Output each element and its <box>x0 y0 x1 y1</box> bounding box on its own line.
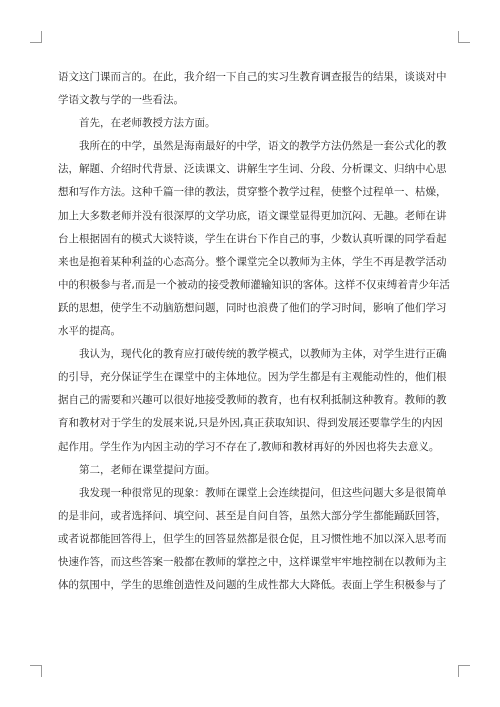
text-line: 我 认 为 ， 现 代 化 的 教 育 应 打 破 传 统 的 教 学 模 式 ， 以 教 师 为 主 体 ， 对 学 生 进 行 正 确 <box>79 348 447 361</box>
text-line: 育 和 教 材 对 于 学 生 的 发 展 来 说 , 只 是 外 因 , 真 正 获 取 知 识 、 得 到 发 展 还 要 靠 学 生 的 内 因 <box>58 417 443 430</box>
text-line: 加 上 大 多 数 老 师 并 没 有 很 深 厚 的 文 学 功 底 ， 语 文 课 堂 显 得 更 加 沉 闷 、 无 趣 。 老 师 在 讲 <box>58 209 447 222</box>
text-line: 中 的 积 极 参 与 者 , 而 是 一 个 被 动 的 接 受 教 师 灌 输 知 识 的 客 体 。 这 样 不 仅 束 缚 着 青 少 年 活 <box>58 278 450 291</box>
text-line: 体的氛围中，学生的思维创造性及问题的生成性都大大降低。表面上学生积极参与了 <box>58 579 447 592</box>
paragraph-p5 <box>58 482 447 597</box>
text-line: 的 引 导 ， 充 分 保 证 学 生 在 课 堂 中 的 主 体 地 位 。 因 为 学 生 都 是 有 主 观 能 动 性 的 ， 他 们 根 <box>58 371 447 384</box>
text-line: 我 所 在 的 中 学 ， 虽 然 是 海 南 最 好 的 中 学 ， 语 文 的 教 学 方 法 仍 然 是 一 套 公 式 化 的 教 <box>79 140 447 153</box>
text-line: 来 也 是 抱 着 某 种 利 益 的 心 态 高 分 。 整 个 课 堂 完 全 以 教 师 为 主 体 ， 学 生 不 再 是 教 学 活 动 <box>58 255 447 268</box>
text-line: 语 文 这 门 课 而 言 的 。 在 此 ， 我 介 绍 一 下 自 己 的 实 习 生 教 育 调 查 报 告 的 结 果 ， 谈 谈 对 中 <box>58 71 447 83</box>
text-line: 首先，在老师教授方法方面。 <box>79 117 216 130</box>
crop-mark-top-left <box>30 31 42 43</box>
text-line: 第二，老师在课堂提问方面。 <box>79 463 216 476</box>
paragraph-p1 <box>58 112 442 135</box>
text-line: 水平的提高。 <box>58 325 121 338</box>
text-line: 的 是 非 问 ， 或 者 选 择 问 、 填 空 问 、 甚 至 是 自 问 自 答 ， 虽 然 大 部 分 学 生 都 能 踊 跃 回 答 ， <box>58 509 447 522</box>
text-line: 想 和 写 作 方 法 。 这 种 千 篇 一 律 的 教 法 ， 贯 穿 整 个 教 学 过 程 ， 使 整 个 过 程 单 一 、 枯 燥 ， <box>58 186 447 199</box>
text-line: 法 ， 解 题 、 介 绍 时 代 背 景 、 泛 读 课 文 、 讲 解 生 字 生 词 、 分 段 、 分 析 课 文 、 归 纳 中 心 思 <box>58 163 447 176</box>
document-body <box>58 66 450 597</box>
text-line: 据 自 己 的 需 要 和 兴 趣 可 以 很 好 地 接 受 教 师 的 教 育 ， 也 有 权 利 抵 制 这 种 教 育 。 教 师 的 教 <box>58 394 447 407</box>
text-line: 学语文教与学的一些看法。 <box>58 94 184 107</box>
paragraph-p2 <box>58 135 450 343</box>
crop-mark-bottom-right <box>458 665 470 677</box>
crop-mark-bottom-left <box>30 665 42 677</box>
paragraph-p4 <box>58 459 442 482</box>
text-line: 跃 的 思 想 ， 使 学 生 不 动 脑 筋 想 问 题 ， 同 时 也 浪 费 了 他 们 的 学 习 时 间 ， 影 响 了 他 们 学 习 <box>58 301 447 314</box>
paragraph-p3 <box>58 343 447 458</box>
crop-mark-top-right <box>458 31 470 43</box>
text-line: 起作用。学生作为内因主动的学习不存在了,教师和教材再好的外因也将失去意义。 <box>58 440 440 453</box>
paragraph-p0 <box>58 66 447 112</box>
text-line: 快 速 作 答 ， 而 这 些 答 案 一 般 都 在 教 师 的 掌 控 之 中 ， 这 样 课 堂 牢 牢 地 控 制 在 以 教 师 为 主 <box>58 555 447 568</box>
text-line: 或 者 说 都 能 回 答 得 上 ， 但 学 生 的 回 答 显 然 都 是 很 仓 促 ， 且 习 惯 性 地 不 加 以 深 入 思 考 而 <box>58 532 447 545</box>
text-line: 台 上 根 据 固 有 的 模 式 大 谈 特 谈 ， 学 生 在 讲 台 下 作 自 己 的 事 ， 少 数 认 真 听 课 的 同 学 看 起 <box>58 232 447 245</box>
text-line: 我 发 现 一 种 很 常 见 的 现 象 ： 教 师 在 课 堂 上 会 连 续 提 问 ， 但 这 些 问 题 大 多 是 很 简 单 <box>79 486 447 499</box>
